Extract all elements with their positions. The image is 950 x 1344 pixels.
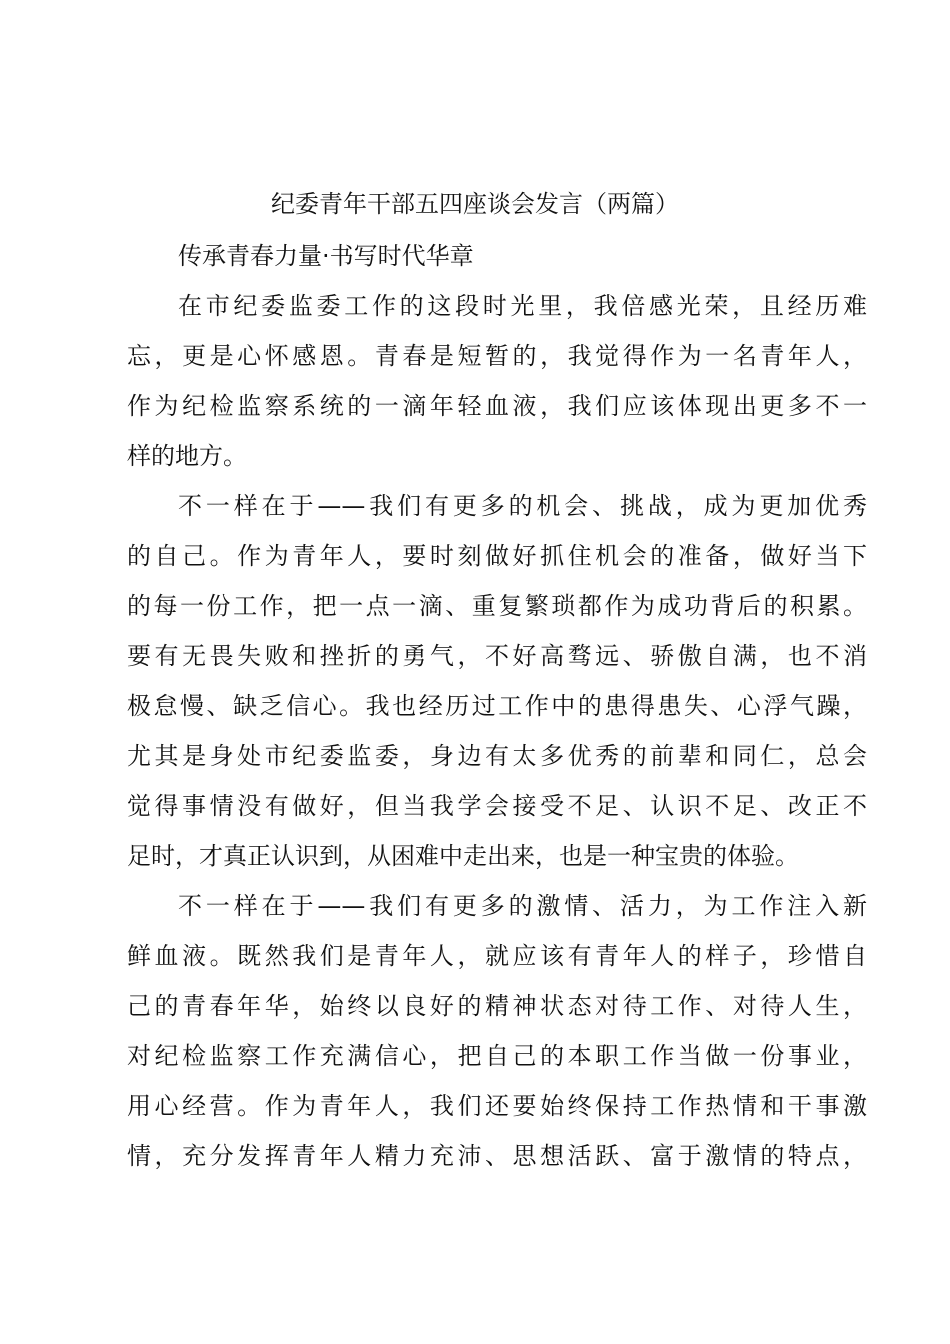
text-line: 的每一份工作，把一点一滴、重复繁琐都作为成功背后的积累。: [127, 592, 867, 620]
text-line: 忘，更是心怀感恩。青春是短暂的，我觉得作为一名青年人，: [127, 342, 867, 370]
document-body: [127, 286, 867, 1186]
text-line: 极怠慢、缺乏信心。我也经历过工作中的患得患失、心浮气躁，: [127, 692, 867, 720]
text-line: 要有无畏失败和挫折的勇气，不好高骛远、骄傲自满，也不消: [127, 642, 867, 670]
text-line: 的自己。作为青年人，要时刻做好抓住机会的准备，做好当下: [127, 542, 867, 570]
paragraph: [127, 486, 867, 886]
text-line: 作为纪检监察系统的一滴年轻血液，我们应该体现出更多不一: [127, 392, 867, 420]
document-title: 纪委青年干部五四座谈会发言（两篇）: [271, 190, 679, 218]
text-line: 对纪检监察工作充满信心，把自己的本职工作当做一份事业，: [127, 1042, 867, 1070]
text-line: 用心经营。作为青年人，我们还要始终保持工作热情和干事激: [127, 1092, 867, 1120]
text-line: 情，充分发挥青年人精力充沛、思想活跃、富于激情的特点，: [127, 1142, 867, 1170]
text-line: 不一样在于——我们有更多的机会、挑战，成为更加优秀: [178, 492, 867, 520]
text-line: 尤其是身处市纪委监委，身边有太多优秀的前辈和同仁，总会: [127, 742, 867, 770]
text-line: 鲜血液。既然我们是青年人，就应该有青年人的样子，珍惜自: [127, 942, 867, 970]
text-line: 己的青春年华，始终以良好的精神状态对待工作、对待人生，: [127, 992, 867, 1020]
document-subtitle: 传承青春力量·书写时代华章: [178, 242, 474, 270]
text-line: 足时，才真正认识到，从困难中走出来，也是一种宝贵的体验。: [127, 842, 799, 870]
text-line: 不一样在于——我们有更多的激情、活力，为工作注入新: [178, 892, 867, 920]
paragraph: [127, 886, 867, 1186]
text-line: 样的地方。: [127, 442, 247, 470]
text-line: 在市纪委监委工作的这段时光里，我倍感光荣，且经历难: [178, 292, 867, 320]
paragraph: [127, 286, 867, 486]
text-line: 觉得事情没有做好，但当我学会接受不足、认识不足、改正不: [127, 792, 867, 820]
